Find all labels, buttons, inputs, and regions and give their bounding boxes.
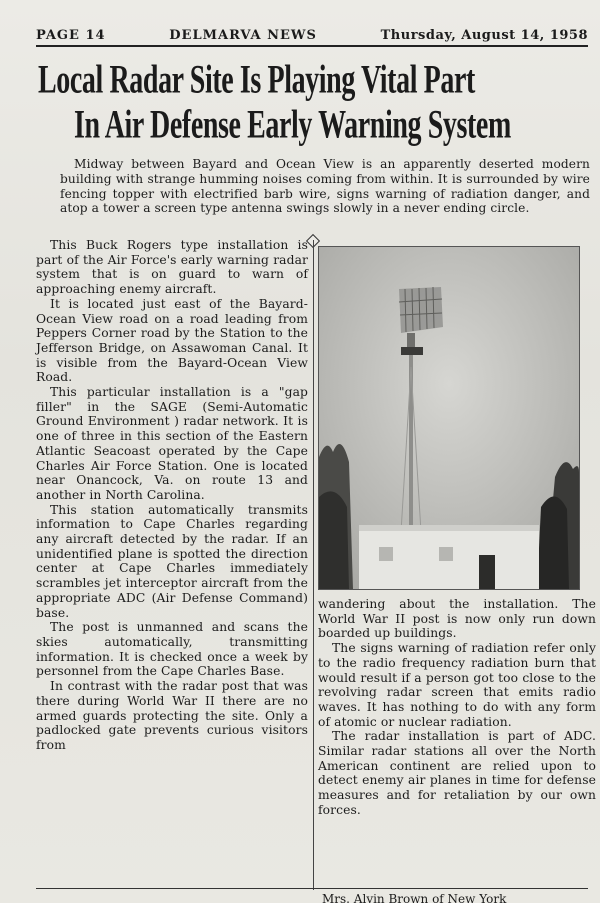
paragraph: This particular installation is a "gap filler" in the SAGE (Semi-Automatic Ground Environment ) radar network. It is one of three in this section of the Eastern Atlantic Seacoast operated by the Cape Charles Air Force Station. One is located near Onancock, Va. on route 13 and another in North Carolina. — [36, 385, 308, 502]
paragraph: The signs warning of radiation refer only to the radio frequency radiation burn that would result if a person got too close to the revolving radar screen that emits radio waves. It has nothing to do with any form of atomic or nuclear radiation. — [318, 641, 596, 729]
page-header — [36, 25, 588, 43]
column-divider — [313, 240, 314, 890]
bottom-rule — [36, 888, 588, 889]
headline-line-2: In Air Defense Early Warning System — [74, 101, 511, 147]
paragraph: wandering about the installation. The World War II post is now only run down boarded up buildings. — [318, 597, 596, 641]
headline-line-1: Local Radar Site Is Playing Vital Part — [38, 56, 475, 102]
article-column-left — [36, 238, 308, 753]
issue-date: Thursday, August 14, 1958 — [380, 28, 588, 43]
paragraph: This Buck Rogers type installation is part of the Air Force's early warning radar system that is on guard to warn of approaching enemy aircraft. — [36, 238, 308, 297]
paragraph: The post is unmanned and scans the skies automatically, transmitting information. It is checked once a week by personnel from the Cape Charles Base. — [36, 620, 308, 679]
radar-tower-illustration — [319, 247, 579, 589]
header-rule — [36, 45, 588, 47]
next-article-fragment: Mrs. Alvin Brown of New York — [322, 892, 507, 903]
article-deck: Midway between Bayard and Ocean View is an apparently deserted modern building with strange humming noises coming from within. It is surrounded by wire fencing topper with electrified barb wire, signs warning of radiation danger, and atop a tower a screen type antenna swings slowly in a never ending circle. — [60, 157, 590, 216]
paragraph: In contrast with the radar post that was there during World War II there are no armed guards protecting the site. Only a padlocked gate prevents curious visitors from — [36, 679, 308, 752]
paragraph: This station automatically transmits information to Cape Charles regarding any aircraft detected by the radar. If an unidentified plane is spotted the direction center at Cape Charles immediately scrambles jet interceptor aircraft from the appropriate ADC (Air Defense Command) base. — [36, 502, 308, 620]
radar-tower-photo — [318, 246, 580, 590]
paragraph: It is located just east of the Bayard-Ocean View road on a road leading from Peppers Corner road by the Station to the Jefferson Bridge, on Assawoman Canal. It is visible from the Bayard-Ocean View Road. — [36, 296, 308, 385]
page-number: PAGE 14 — [36, 28, 106, 43]
paragraph: The radar installation is part of ADC. Similar radar stations all over the North American continent are relied upon to detect enemy air planes in time for defense measures and for retaliation by our own forces. — [318, 729, 596, 817]
article-column-right — [318, 597, 596, 818]
masthead: DELMARVA NEWS — [169, 28, 317, 43]
